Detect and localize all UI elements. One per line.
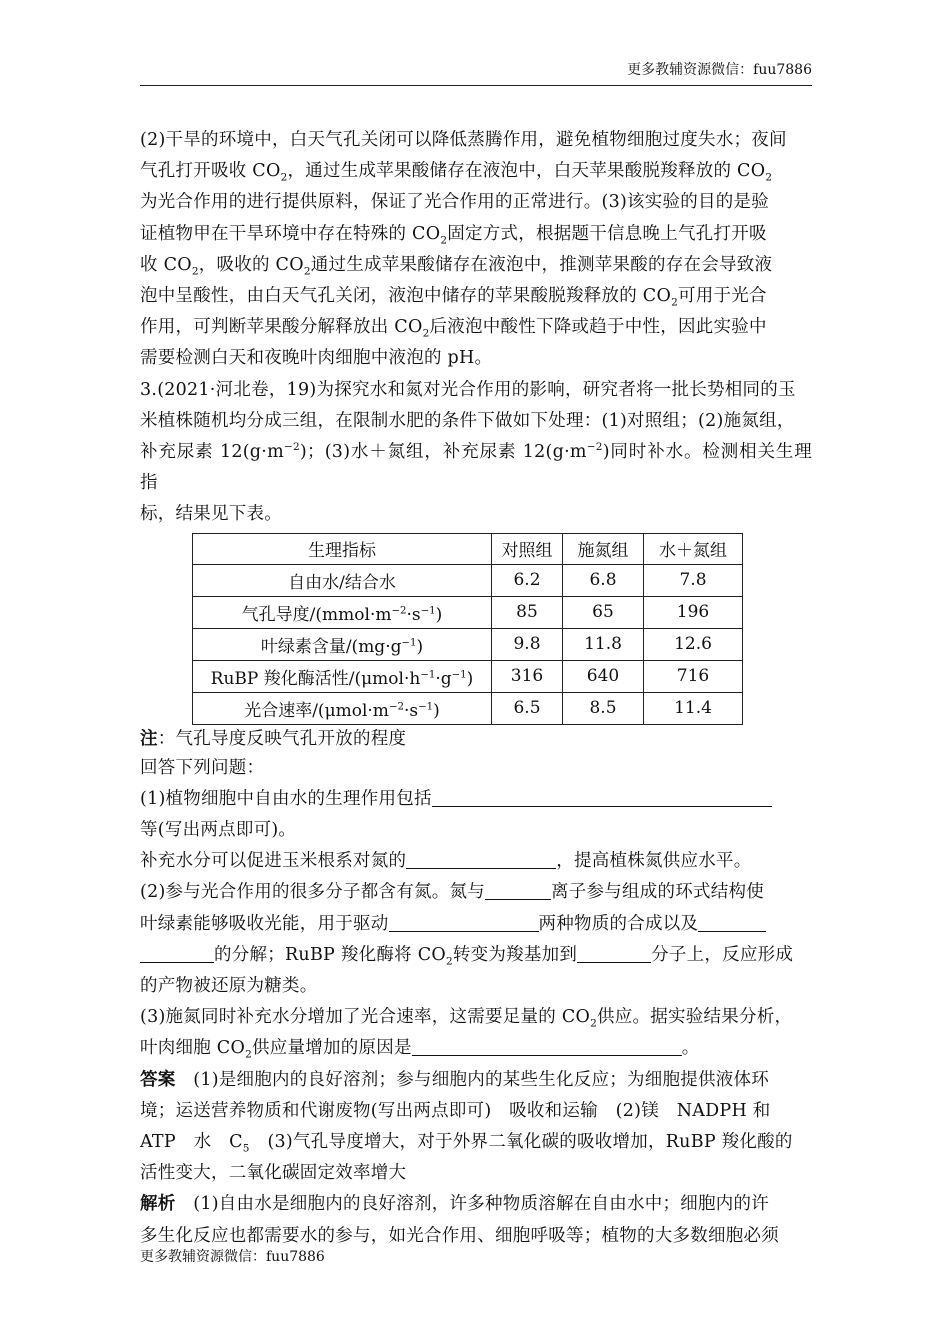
answer-blank	[140, 942, 214, 963]
table-row	[193, 596, 743, 628]
answer-blank	[432, 786, 772, 807]
text-line: 补充水分可以促进玉米根系对氮的 ，提高植株氮供应水平。	[140, 846, 812, 877]
text-line: ATP 水 $C_5$ (3)气孔导度增大，对于外界二氧化碳的吸收增加，RuBP 羧化酸的	[140, 1132, 793, 1155]
analysis-label: 解析	[140, 1194, 176, 1215]
answer-blank	[412, 1035, 682, 1056]
header-divider	[140, 85, 812, 86]
text-line: 为光合作用的进行提供原料，保证了光合作用的正常进行。(3)该实验的目的是验	[140, 192, 770, 213]
text-line: 泡中呈酸性，由白天气孔关闭，液泡中储存的苹果酸脱羧释放的 $CO_2$可用于光合	[140, 286, 767, 309]
page-footer: 更多教辅资源微信：fuu7886	[140, 1249, 325, 1265]
text-line: 叶绿素能够吸收光能，用于驱动 两种物质的合成以及	[140, 909, 812, 940]
answer-label: 答案	[140, 1069, 176, 1090]
text-line: 等(写出两点即可)。	[140, 820, 297, 841]
answer-section	[140, 1065, 812, 1190]
row-label: 叶绿素含量$/(mg\cdot g^{-1})$	[193, 628, 492, 660]
answer-blank	[485, 879, 551, 900]
table-row	[193, 692, 743, 724]
text-line: 米植株随机均分成三组，在限制水肥的条件下做如下处理：(1)对照组；(2)施氮组，	[140, 410, 795, 431]
text-line: (2)干旱的环境中，白天气孔关闭可以降低蒸腾作用，避免植物细胞过度失水；夜间	[140, 130, 787, 150]
text-line: 回答下列问题：	[140, 757, 265, 778]
table-cell: 6.5	[492, 692, 563, 724]
table-header-row	[193, 533, 743, 564]
question-3	[140, 375, 812, 531]
row-label: RuBP 羧化酶活性$/(\mu mol\cdot h^{-1}\cdot g^{-1})$	[193, 660, 492, 692]
results-table	[192, 533, 743, 725]
text-line: (1)植物细胞中自由水的生理作用包括	[140, 784, 812, 815]
table-cell: 640	[563, 660, 644, 692]
text-line: 标，结果见下表。	[140, 504, 282, 525]
text-line: 3.(2021·河北卷，19)为探究水和氮对光合作用的影响，研究者将一批长势相同的玉	[140, 379, 796, 400]
table-header-cell: 对照组	[492, 533, 563, 564]
table-cell: 11.4	[644, 692, 743, 724]
row-label: 自由水/结合水	[193, 564, 492, 596]
table-row	[193, 660, 743, 692]
text-line: 气孔打开吸收 $CO_2$，通过生成苹果酸储存在液泡中，白天苹果酸脱羧释放的 $CO_2$	[140, 161, 773, 184]
text-line: 多生化反应也都需要水的参与，如光合作用、细胞呼吸等；植物的大多数细胞必须	[140, 1225, 779, 1246]
text-line: (3)施氮同时补充水分增加了光合速率，这需要足量的 $CO_2$供应。据实验结果分析，	[140, 1007, 793, 1030]
table-cell: 65	[563, 596, 644, 628]
table-note: 注：气孔导度反映气孔开放的程度	[140, 728, 407, 749]
table-cell: 11.8	[563, 628, 644, 660]
text-line: (2)参与光合作用的很多分子都含有氮。氮与 离子参与组成的环式结构使	[140, 877, 812, 908]
answer-blank	[406, 848, 556, 869]
page-body	[140, 125, 812, 1252]
table-header-cell: 水＋氮组	[644, 533, 743, 564]
answer-blank	[389, 911, 539, 932]
table-cell: 8.5	[563, 692, 644, 724]
text-line: 的分解；RuBP 羧化酶将 $CO_2$转变为羧基加到 分子上，反应形成	[140, 940, 812, 971]
text-line: 叶肉细胞 $CO_2$供应量增加的原因是 。	[140, 1033, 812, 1064]
answer-blank	[577, 942, 651, 963]
table-cell: 716	[644, 660, 743, 692]
text-line: 境；运送营养物质和代谢废物(写出两点即可) 吸收和运输 (2)镁 NADPH 和	[140, 1100, 771, 1121]
text-line: 答案 (1)是细胞内的良好溶剂；参与细胞内的某些生化反应；为细胞提供液体环	[140, 1069, 770, 1090]
table-cell: 6.8	[563, 564, 644, 596]
row-label: 气孔导度$/(mmol\cdot m^{-2}\cdot s^{-1})$	[193, 596, 492, 628]
text-line: 的产物被还原为糖类。	[140, 976, 318, 997]
previous-answer-continuation	[140, 125, 812, 375]
table-cell: 85	[492, 596, 563, 628]
page-header: 更多教辅资源微信：fuu7886	[627, 62, 812, 78]
table-header-cell: 生理指标	[193, 533, 492, 564]
analysis-section	[140, 1189, 812, 1251]
table-cell: 9.8	[492, 628, 563, 660]
table-row	[193, 628, 743, 660]
text-line: 解析 (1)自由水是细胞内的良好溶剂，许多种物质溶解在自由水中；细胞内的许	[140, 1194, 770, 1215]
table-row	[193, 564, 743, 596]
table-cell: 12.6	[644, 628, 743, 660]
table-cell: 7.8	[644, 564, 743, 596]
sub-questions	[140, 753, 812, 1065]
table-cell: 196	[644, 596, 743, 628]
row-label: 光合速率$/(\mu mol\cdot m^{-2}\cdot s^{-1})$	[193, 692, 492, 724]
text-line: 证植物甲在干旱环境中存在特殊的 $CO_2$固定方式，根据题干信息晚上气孔打开吸	[140, 223, 767, 247]
text-line: 补充尿素 $12(g\cdot m^{-2})$；(3)水＋氮组，补充尿素 $12(g\cdot m^{-2})$同时补水。检测相关生理指	[140, 441, 812, 494]
table-cell: 316	[492, 660, 563, 692]
answer-blank	[698, 911, 766, 932]
table-header-cell: 施氮组	[563, 533, 644, 564]
text-line: 作用，可判断苹果酸分解释放出 $CO_2$后液泡中酸性下降或趋于中性，因此实验中	[140, 317, 767, 340]
text-line: 需要检测白天和夜晚叶肉细胞中液泡的 pH。	[140, 348, 493, 369]
text-line: 收 $CO_2$，吸收的 $CO_2$通过生成苹果酸储存在液泡中，推测苹果酸的存在会导致液	[140, 254, 773, 278]
table-cell: 6.2	[492, 564, 563, 596]
text-line: 活性变大，二氧化碳固定效率增大	[140, 1163, 407, 1184]
